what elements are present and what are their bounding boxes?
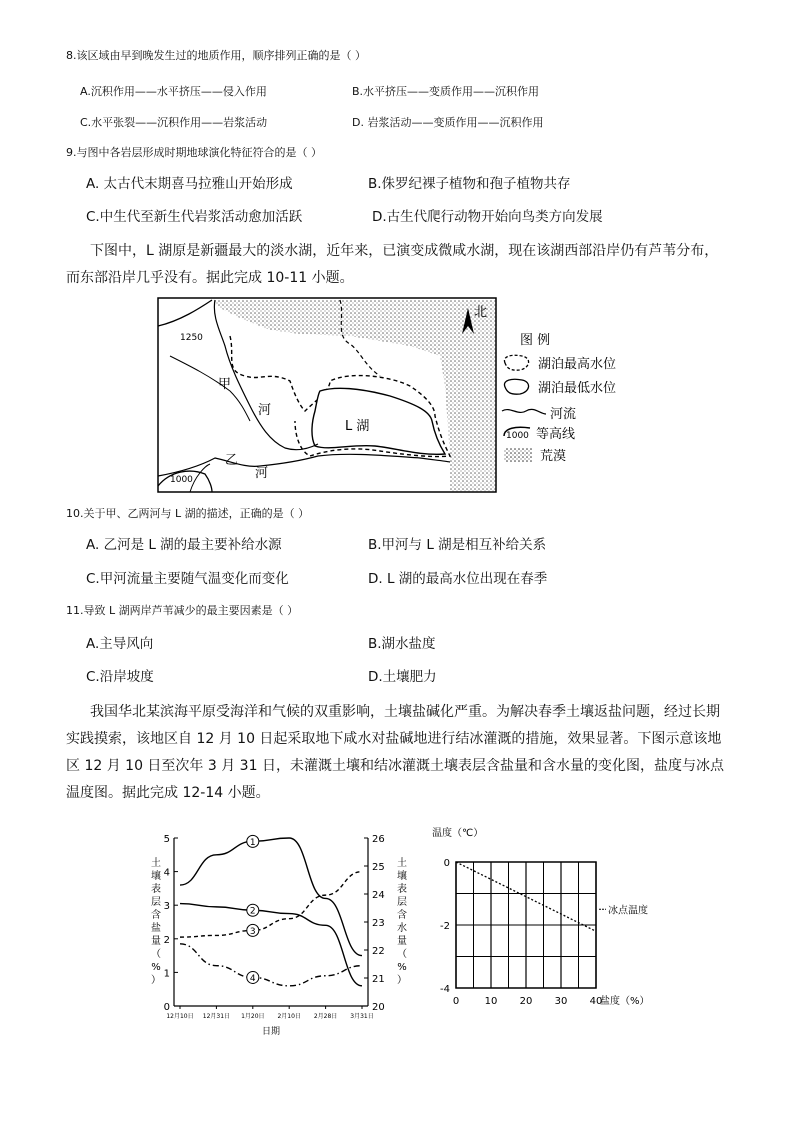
right-tick-label: 22 <box>372 946 385 957</box>
legend-high: 湖泊最高水位 <box>538 357 617 372</box>
q11-option-d[interactable]: D.土壤肥力 <box>368 669 437 685</box>
q9-option-b[interactable]: B.侏罗纪裸子植物和孢子植物共存 <box>368 176 571 192</box>
y-tick-label: -2 <box>440 921 450 932</box>
left-axis-label-char: ） <box>151 975 161 986</box>
legend-desert-icon <box>504 448 532 462</box>
right-axis-label-char: 含 <box>397 910 407 921</box>
right-axis-label-char: ） <box>397 975 407 986</box>
x-tick-label: 3月31日 <box>350 1013 374 1020</box>
series-line-4 <box>180 944 362 986</box>
x-tick-label: 30 <box>554 996 568 1007</box>
q10-option-c[interactable]: C.甲河流量主要随气温变化而变化 <box>86 571 289 587</box>
legend-low: 湖泊最低水位 <box>538 381 617 396</box>
right-axis-label-char: 壤 <box>397 871 407 882</box>
lake-map-figure <box>150 296 640 496</box>
q9-stem: 9.与图中各岩层形成时期地球演化特征符合的是（ ） <box>66 146 322 159</box>
freezing-point-label: 冰点温度 <box>608 905 648 917</box>
contour-label-1000: 1000 <box>170 475 193 485</box>
intro-10-11: 下图中，L 湖原是新疆最大的淡水湖，近年来，已演变成微咸水湖，现在该湖西部沿岸仍有芦苇分布，而东部沿岸几乎没有。据此完成 10-11 小题。 <box>66 243 719 286</box>
x-tick-label: 2月28日 <box>313 1013 338 1020</box>
right-axis-label-char: 土 <box>397 858 407 869</box>
right-axis-label-char: % <box>397 962 407 973</box>
left-tick-label: 1 <box>163 968 170 980</box>
left-axis-label-char: % <box>151 962 161 973</box>
river-yi-label: 乙 <box>225 453 239 468</box>
y-tick-label: -4 <box>440 984 450 995</box>
series-label-3: 3 <box>249 926 256 937</box>
q10-option-d[interactable]: D. L 湖的最高水位出现在春季 <box>368 571 548 587</box>
river-jia-label-2: 河 <box>258 403 272 418</box>
river-yi-label-2: 河 <box>255 466 269 481</box>
contour-label-1250: 1250 <box>180 333 203 343</box>
river-jia-label: 甲 <box>218 377 232 392</box>
q11-option-c[interactable]: C.沿岸坡度 <box>86 669 154 685</box>
series-label-1: 1 <box>249 837 256 848</box>
x-axis-label: 日期 <box>261 1027 281 1037</box>
legend-river-icon <box>502 409 546 414</box>
q11-option-a[interactable]: A.主导风向 <box>86 636 154 652</box>
q10-option-b[interactable]: B.甲河与 L 湖是相互补给关系 <box>368 537 547 553</box>
x-tick-label: 12月31日 <box>202 1013 231 1020</box>
q9-option-d[interactable]: D.古生代爬行动物开始向鸟类方向发展 <box>372 209 603 225</box>
left-axis-label-char: 量 <box>151 936 161 947</box>
left-tick-label: 3 <box>163 901 170 913</box>
x-tick-label: 40 <box>589 996 603 1007</box>
left-tick-label: 0 <box>163 1002 170 1013</box>
q9-option-a[interactable]: A. 太古代末期喜马拉雅山开始形成 <box>86 176 293 192</box>
q8-option-b[interactable]: B.水平挤压——变质作用——沉积作用 <box>352 85 540 98</box>
left-tick-label: 2 <box>163 934 170 946</box>
q8-option-d[interactable]: D. 岩浆活动——变质作用——沉积作用 <box>352 116 544 129</box>
q11-stem: 11.导致 L 湖两岸芦苇减少的最主要因素是（ ） <box>66 604 299 617</box>
q11-option-b[interactable]: B.湖水盐度 <box>368 636 436 652</box>
legend-contour-num: 1000 <box>506 431 529 441</box>
left-axis-label-char: 盐 <box>151 923 161 934</box>
right-tick-label: 20 <box>372 1002 385 1013</box>
left-tick-label: 4 <box>163 867 170 879</box>
right-axis-label-char: 表 <box>397 884 407 895</box>
y-axis-label: 温度（℃） <box>432 828 484 839</box>
left-axis-label-char: 含 <box>151 910 161 921</box>
q9-option-c[interactable]: C.中生代至新生代岩浆活动愈加活跃 <box>86 209 303 225</box>
left-axis-label-char: 层 <box>151 897 161 908</box>
right-tick-label: 21 <box>372 974 385 985</box>
salinity-freezing-chart <box>430 820 670 1020</box>
right-tick-label: 26 <box>372 834 385 845</box>
legend-high-icon <box>504 355 528 370</box>
x-tick-label: 0 <box>452 996 460 1007</box>
legend-desert: 荒漠 <box>540 449 567 464</box>
series-line-2 <box>180 904 362 986</box>
q8-option-a[interactable]: A.沉积作用——水平挤压——侵入作用 <box>80 85 267 98</box>
left-axis-label-char: （ <box>151 949 161 960</box>
series-label-4: 4 <box>249 973 256 984</box>
left-tick-label: 5 <box>163 834 170 845</box>
x-axis-label: 盐度（%） <box>600 996 650 1007</box>
left-axis-label-char: 土 <box>151 858 161 869</box>
right-axis-label-char: 水 <box>397 923 407 934</box>
y-tick-label: 0 <box>443 858 450 869</box>
lake-label: L 湖 <box>345 419 370 434</box>
north-label: 北 <box>474 305 488 320</box>
q8-option-c[interactable]: C.水平张裂——沉积作用——岩浆活动 <box>80 116 268 129</box>
legend-river: 河流 <box>550 407 577 422</box>
legend-title: 图 例 <box>520 333 551 348</box>
right-axis-label-char: （ <box>397 949 407 960</box>
soil-salt-water-chart <box>140 828 420 1038</box>
left-axis-label-char: 表 <box>151 884 161 895</box>
right-axis-label-char: 量 <box>397 936 407 947</box>
legend-low-icon <box>504 379 528 394</box>
series-line-1 <box>180 838 362 956</box>
q10-stem: 10.关于甲、乙两河与 L 湖的描述，正确的是（ ） <box>66 507 310 520</box>
x-tick-label: 2月10日 <box>277 1013 301 1020</box>
right-axis-label-char: 层 <box>397 897 407 908</box>
x-tick-label: 12月10日 <box>166 1013 194 1020</box>
x-tick-label: 10 <box>484 996 498 1007</box>
right-tick-label: 25 <box>372 862 385 873</box>
right-tick-label: 24 <box>372 890 385 901</box>
q8-stem: 8.该区域由早到晚发生过的地质作用，顺序排列正确的是（ ） <box>66 49 366 62</box>
legend-contour: 等高线 <box>536 427 576 442</box>
x-tick-label: 1月20日 <box>241 1013 265 1020</box>
left-axis-label-char: 壤 <box>151 871 161 882</box>
right-tick-label: 23 <box>372 918 385 929</box>
q10-option-a[interactable]: A. 乙河是 L 湖的最主要补给水源 <box>86 537 282 553</box>
x-tick-label: 20 <box>519 996 533 1007</box>
series-label-2: 2 <box>249 906 256 917</box>
intro-12-14: 我国华北某滨海平原受海洋和气候的双重影响，土壤盐碱化严重。为解决春季土壤返盐问题，经过长期实践摸索，该地区自 12 月 10 日起采取地下咸水对盐碱地进行结冰灌溉的措施，效果显著。下图示意该地区 12 月 10 日至次年 3 月 31 日，未灌溉土壤和结冰灌溉土壤表层含盐量和含水量的变化图，盐度与冰点温度图。据此完成 12-14 小题。 <box>66 704 724 801</box>
